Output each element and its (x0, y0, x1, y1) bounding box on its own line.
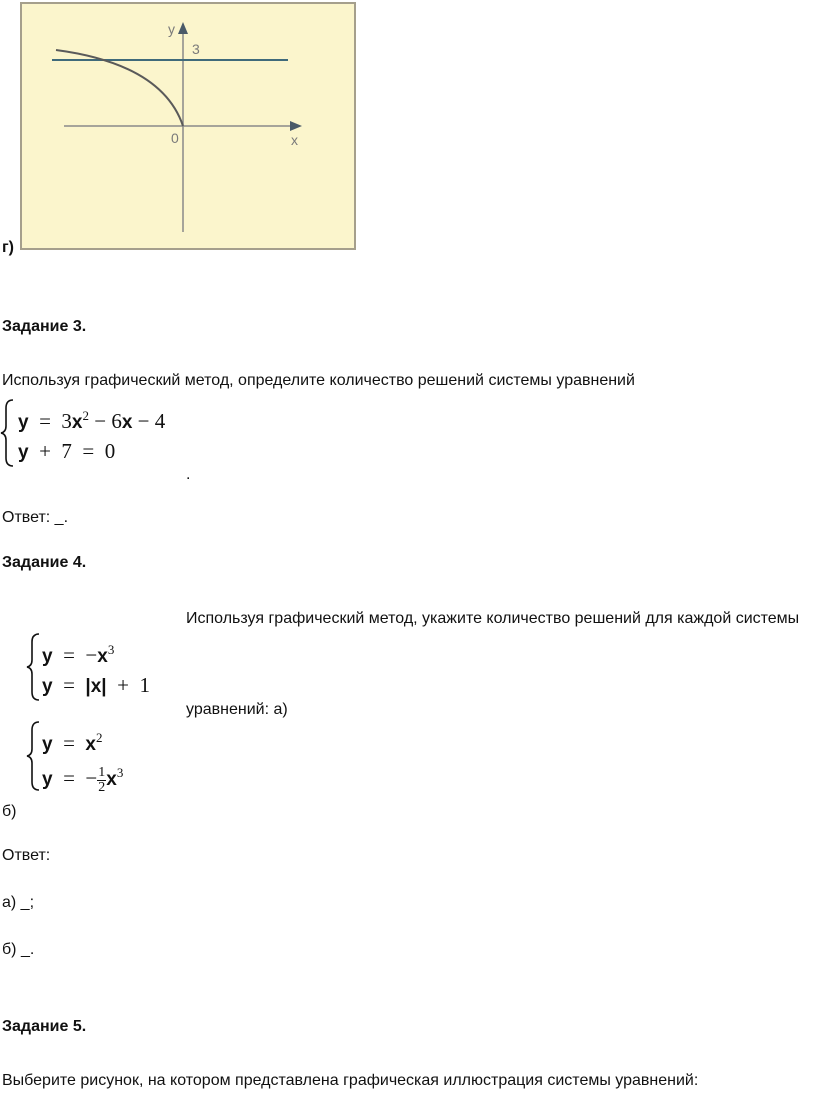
x-axis-label: x (291, 132, 298, 148)
task5-heading: Задание 5. (2, 1018, 87, 1035)
task4-heading: Задание 4. (2, 554, 87, 571)
task4-system-a (26, 632, 186, 702)
task4a-brace (26, 632, 42, 702)
task4b-eq1: $y = x^2$ (42, 730, 103, 755)
task4-label-b: б) (2, 803, 17, 820)
x-axis-arrow (290, 121, 302, 131)
y-axis-arrow (178, 22, 188, 34)
task4-system-b (26, 720, 186, 794)
task3-system (0, 398, 200, 468)
curve (56, 50, 183, 126)
task3-eq1: $y = 3x^2 - 6x - 4$ (18, 408, 166, 433)
y-tick-label: 3 (192, 41, 200, 57)
task4a-eq2: y = |x| + 1 (42, 673, 150, 697)
graph-label: г) (2, 239, 14, 256)
task3-heading: Задание 3. (2, 318, 87, 335)
task5-text: Выберите рисунок, на котором представлена графическая иллюстрация системы уравнений: (2, 1072, 699, 1089)
task4-answer-a: а) _; (2, 894, 35, 911)
task4a-eq1: $y = -x^3$ (42, 642, 115, 667)
graph-figure (20, 2, 356, 250)
task4b-eq2: y = − $\frac{1}{2}$ $x^3$ (42, 764, 124, 795)
fraction-one-half: $\frac{1}{2}$ (98, 764, 106, 795)
y-axis-label: y (168, 21, 175, 37)
task4-answer-b: б) _. (2, 941, 35, 958)
origin-label: 0 (171, 130, 179, 146)
task4-text-line2: уравнений: а) (186, 701, 288, 718)
task4-text-line1: Используя графический метод, укажите количество решений для каждой системы (186, 610, 800, 627)
task3-answer: Ответ: _. (2, 509, 69, 526)
task3-eq2: y + 7 = 0 (18, 439, 116, 463)
task3-period: . (186, 466, 191, 483)
task4b-brace (26, 720, 42, 792)
graph-svg (22, 4, 354, 248)
task3-brace (0, 398, 16, 468)
task4-answer-heading: Ответ: (2, 847, 51, 864)
task3-text: Используя графический метод, определите количество решений системы уравнений (2, 372, 635, 389)
